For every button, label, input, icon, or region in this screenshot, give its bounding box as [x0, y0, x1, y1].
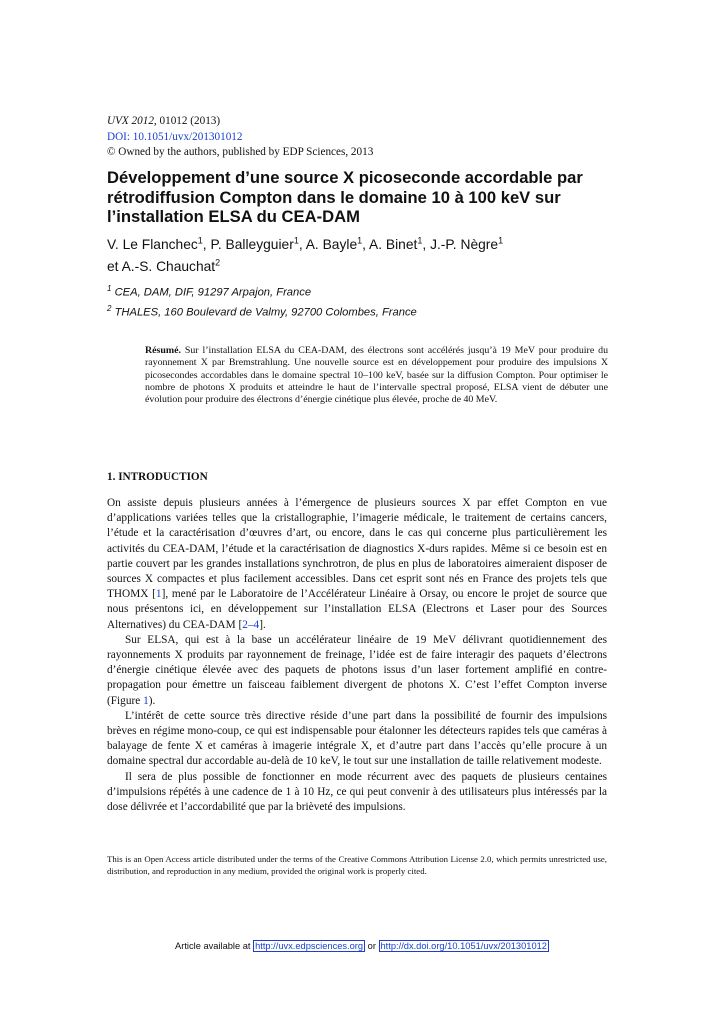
abstract-label: Résumé.	[145, 345, 181, 356]
paragraph: On assiste depuis plusieurs années à l’émergence de plusieurs sources X par effet Compton en vue d’applications variées telles que la cristallographie, l’imagerie médicale, le traitement de certains cancers, l’étude et la caractérisation d’œuvres d’art, ou encore, dans le cas qui concerne plus particulièrement les activités du CEA-DAM, l’étude et la caractérisation de diagnostics X-durs rapides. Même si ce besoin est en partie couvert par les grandes installations synchrotron, de plus en plus de laboratoires aimeraient disposer de sources X compactes et plus facilement accessibles. Dans cet esprit sont nés en France des projets tels que THOMX [1], mené par le Laboratoire de l’Accélérateur Linéaire à Orsay, ou encore le projet de source que nous présentons ici, en développement sur l’installation ELSA (Electrons et Laser pour des Sources Alternatives) du CEA-DAM [2–4].	[107, 497, 607, 631]
figure-ref-link[interactable]: 1	[143, 694, 149, 707]
footer-or: or	[365, 941, 379, 951]
paragraph: L’intérêt de cette source très directive réside d’une part dans la possibilité de fournir des impulsions brèves en régime mono-coup, ce qui est indispensable pour étalonner les détecteurs rapides tels que caméras à balayage de fente X et caméras à imagerie intégrale X, et d’autre part dans l’accès qu’elle procure à un domaine spectral dur accordable au-delà de 10 keV, le tout sur une installation de taille relativement modeste.	[107, 709, 607, 768]
copyright-line: © Owned by the authors, published by EDP Sciences, 2013	[107, 146, 374, 158]
affiliation: $^1$ CEA, DAM, DIF, 91297 Arpajon, France	[107, 284, 312, 299]
journal-citation	[107, 114, 373, 130]
doi-footer-link[interactable]: http://dx.doi.org/10.1051/uvx/201301012	[380, 941, 547, 951]
footer-prefix: Article available at	[175, 941, 254, 951]
author: J.-P. Nègre$^1$	[430, 235, 504, 252]
paragraph: Sur ELSA, qui est à la base un accélérateur linéaire de 19 MeV délivrant quotidiennement des rayonnements X produits par rayonnement de freinage, l’idée est de faire interagir des paquets d’électrons d’énergie cinétique élevée avec des paquets de photons issus d’un laser fortement amplifié en contre-propagation pour émettre un faisceau faiblement divergent de photons X. C’est l’effet Compton inverse (Figure 1).	[107, 633, 607, 707]
author: V. Le Flanchec$^1$,	[107, 235, 211, 252]
journal-header	[107, 114, 373, 161]
section-heading: 1. INTRODUCTION	[107, 471, 208, 483]
section-body	[107, 496, 607, 815]
journal-site-link[interactable]: http://uvx.edpsciences.org	[255, 941, 364, 951]
citation-link[interactable]: 2–4	[242, 618, 260, 631]
page-footer	[0, 941, 724, 951]
author: A. Binet$^1$,	[369, 235, 431, 252]
journal-issue: , 01012 (2013)	[153, 115, 221, 127]
journal-name: UVX 2012	[107, 115, 154, 127]
affiliation: $^2$ THALES, 160 Boulevard de Valmy, 92700 Colombes, France	[107, 304, 417, 319]
affiliations	[107, 281, 627, 321]
author: A. Bayle$^1$,	[305, 235, 370, 252]
author: P. Balleyguier$^1$,	[210, 235, 306, 252]
doi-link[interactable]: DOI: 10.1051/uvx/201301012	[107, 130, 243, 143]
abstract	[145, 345, 608, 406]
paper-title: Développement d’une source X picoseconde accordable par rétrodiffusion Compton dans le domaine 10 à 100 keV sur l’installation ELSA du CEA-DAM	[107, 168, 583, 226]
license-footnote: This is an Open Access article distributed under the terms of the Creative Commons Attribution License 2.0, which permits unrestricted use, distribution, and reproduction in any medium, provided the original work is properly cited.	[107, 854, 607, 877]
author-list	[107, 231, 627, 276]
author: et A.-S. Chauchat$^2$	[107, 257, 221, 275]
abstract-text: Sur l’installation ELSA du CEA-DAM, des électrons sont accélérés jusqu’à 19 MeV pour produire du rayonnement X par Bremstrahlung. Une nouvelle source est en développement pour produire des impulsions X picosecondes accordables dans le domaine spectral 10–100 keV, basée sur la diffusion Compton. Pour optimiser le nombre de photons X produits et atteindre le haut de l’intervalle spectral proposé, ELSA vient de débuter une évolution pour produire des électrons d’énergie cinétique plus élevée, proche de 40 MeV.	[145, 345, 609, 406]
paragraph: Il sera de plus possible de fonctionner en mode récurrent avec des paquets de plusieurs centaines d’impulsions répétés à une cadence de 1 à 10 Hz, ce qui peut convenir à des utilisateurs plus intéressés par la dose délivrée et l’accordabilité que par la brièveté des impulsions.	[107, 770, 607, 814]
citation-link[interactable]: 1	[155, 588, 162, 601]
